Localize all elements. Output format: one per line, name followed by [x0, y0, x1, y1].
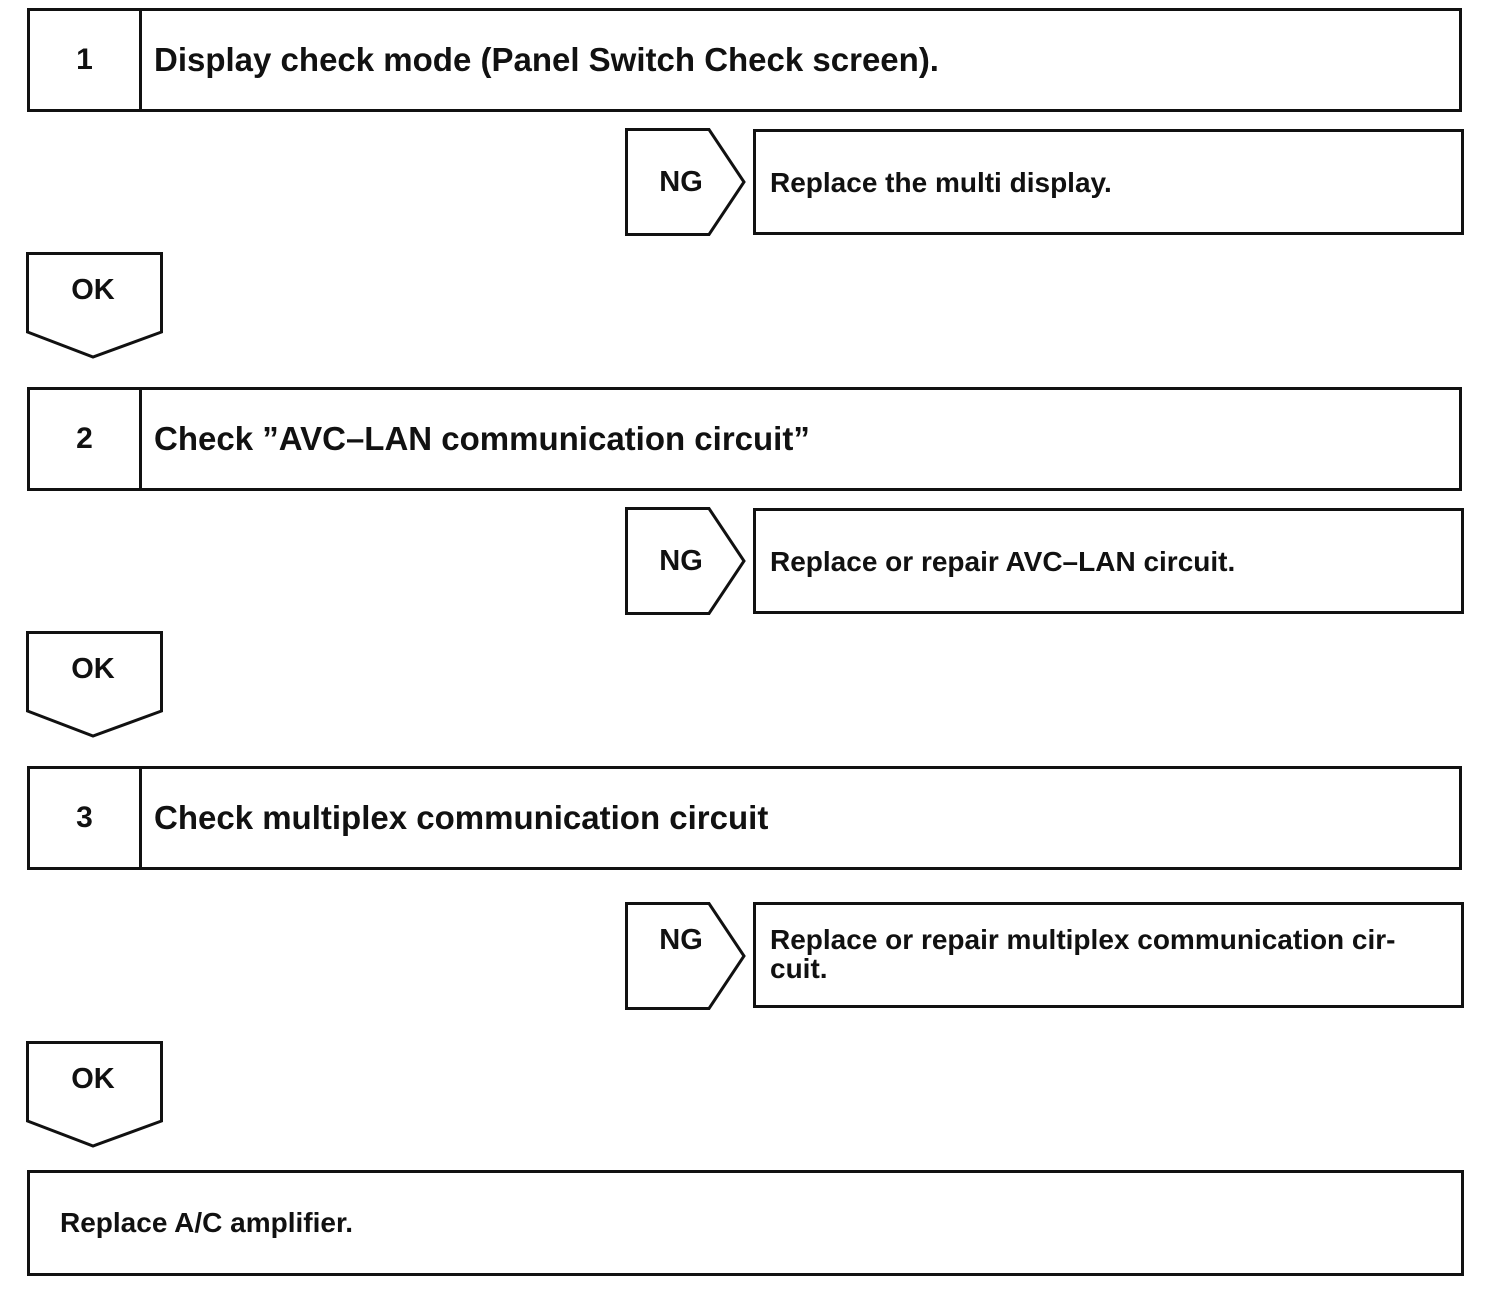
step-2-ng-arrow — [625, 507, 749, 615]
step-2-ok-label: OK — [71, 653, 115, 685]
step-2-ng-action: Replace or repair AVC–LAN circuit. — [753, 508, 1464, 614]
step-1-ok-label: OK — [71, 274, 115, 306]
step-3-ng-arrow — [625, 902, 749, 1010]
step-3-number: 3 — [30, 769, 142, 867]
step-2-title: Check ”AVC–LAN communication circuit” — [154, 420, 810, 457]
step-3-ok-label: OK — [71, 1063, 115, 1095]
step-2-box — [27, 387, 1462, 491]
step-1-ng-arrow — [625, 128, 749, 236]
step-3-box — [27, 766, 1462, 870]
step-1-number: 1 — [30, 11, 142, 109]
step-1-ng-action: Replace the multi display. — [753, 129, 1464, 235]
step-2-number: 2 — [30, 390, 142, 488]
step-1-title: Display check mode (Panel Switch Check screen). — [154, 41, 939, 78]
step-3-title: Check multiplex communication circuit — [154, 799, 769, 836]
step-1-box — [27, 8, 1462, 112]
step-3-ng-action: Replace or repair multiplex communication cir- cuit. — [753, 902, 1464, 1008]
step-2-ng-label: NG — [659, 544, 703, 577]
step-3-ok-arrow — [26, 1041, 164, 1149]
step-3-ng-label: NG — [659, 923, 703, 956]
final-action-box: Replace A/C amplifier. — [27, 1170, 1464, 1276]
step-2-ok-arrow — [26, 631, 164, 739]
step-1-ng-label: NG — [659, 165, 703, 198]
step-1-ok-arrow — [26, 252, 164, 360]
